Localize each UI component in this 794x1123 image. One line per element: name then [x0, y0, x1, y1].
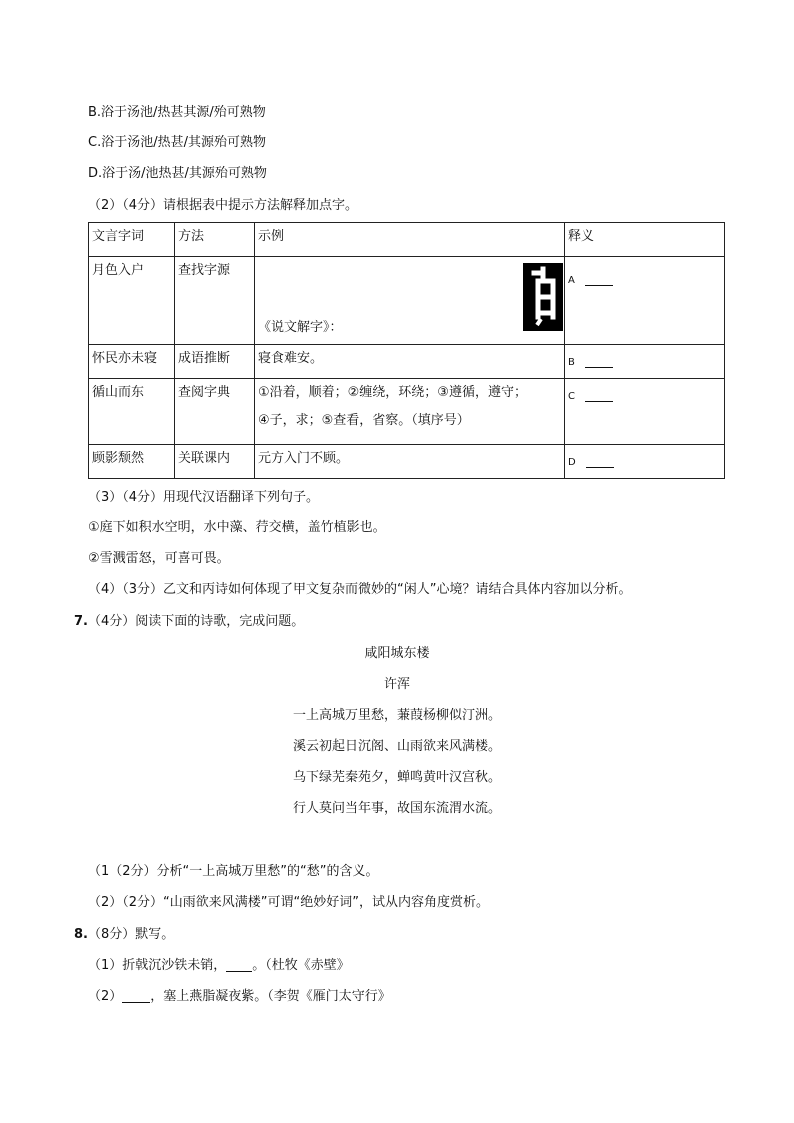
question-7-intro: （4分）阅读下面的诗歌，完成问题。 — [87, 614, 305, 629]
table-row — [89, 445, 725, 479]
question-number: 7. — [74, 614, 88, 629]
recite-item-2-suffix: ，塞上燕脂凝夜紫。（李贺《雁门太守行》 — [150, 989, 391, 1004]
translate-item-2: ②雪溅雷怒，可喜可畏。 — [88, 551, 230, 566]
answer-blank[interactable] — [585, 273, 613, 286]
answer-label: C — [568, 391, 575, 402]
row-answer — [565, 345, 725, 379]
row-word: 怀民亦未寝 — [89, 345, 175, 379]
option-b: B.浴于汤池/热甚其源/殆可熟物 — [88, 105, 266, 120]
recite-item-1-suffix: 。（杜牧《赤壁》 — [252, 958, 350, 973]
row-answer — [565, 445, 725, 479]
table-row — [89, 345, 725, 379]
poem-line-2: 溪云初起日沉阁、山雨欲来风满楼。 — [292, 739, 501, 754]
row-word: 顾影颓然 — [89, 445, 175, 479]
row-example: 寝食难安。 — [255, 345, 565, 379]
poem-line-4: 行人莫问当年事，故国东流渭水流。 — [292, 801, 501, 816]
header-method: 方法 — [175, 223, 255, 257]
shuowen-label: 《说文解字》： — [258, 320, 343, 335]
recite-item-2 — [88, 988, 391, 1006]
poem-title: 咸阳城东楼 — [364, 646, 430, 661]
question-8-heading — [74, 926, 174, 944]
poem-line-3: 乌下绿芜秦苑夕，蝉鸣黄叶汉宫秋。 — [292, 770, 501, 785]
seal-character-icon — [523, 263, 563, 331]
recite-blank-1[interactable] — [226, 959, 252, 972]
row-method: 成语推断 — [175, 345, 255, 379]
recite-item-1 — [88, 957, 350, 975]
dictionary-line-2: ④子，求；⑤查看，省察。（填序号） — [258, 413, 470, 428]
row-word: 循山而东 — [89, 379, 175, 445]
recite-item-2-prefix: （2） — [88, 989, 123, 1004]
question-7-heading — [74, 613, 304, 631]
row-method: 关联课内 — [175, 445, 255, 479]
interpretation-table — [88, 222, 725, 479]
row-answer — [565, 379, 725, 445]
row-word: 月色入户 — [89, 257, 175, 345]
row-answer — [565, 257, 725, 345]
answer-blank[interactable] — [585, 389, 613, 402]
option-d: D.浴于汤/池热甚/其源殆可熟物 — [88, 166, 267, 181]
seal-script-image — [523, 263, 563, 331]
row-example — [255, 257, 565, 345]
header-example: 示例 — [255, 223, 565, 257]
answer-blank[interactable] — [585, 355, 613, 368]
question-4: （4）（3分）乙文和丙诗如何体现了甲文复杂而微妙的“闲人”心境？请结合具体内容加以分析。 — [88, 582, 632, 597]
header-meaning: 释义 — [565, 223, 725, 257]
row-example: 元方入门不顾。 — [255, 445, 565, 479]
row-method: 查阅字典 — [175, 379, 255, 445]
answer-blank[interactable] — [586, 455, 614, 468]
question-number: 8. — [74, 927, 88, 942]
translate-item-1: ①庭下如积水空明，水中藻、荇交横，盖竹植影也。 — [88, 520, 386, 535]
table-header-row — [89, 223, 725, 257]
question-7-sub-1: （1（2分）分析“一上高城万里愁”的“愁”的含义。 — [88, 864, 379, 879]
table-row — [89, 379, 725, 445]
option-c: C.浴于汤池/热甚/其源殆可熟物 — [88, 135, 266, 150]
answer-label: D — [568, 457, 576, 468]
recite-blank-2[interactable] — [122, 990, 150, 1003]
poem-author: 许浑 — [383, 677, 410, 692]
question-2-intro: （2）（4分）请根据表中提示方法解释加点字。 — [88, 198, 359, 213]
question-7-sub-2: （2）（2分）“山雨欲来风满楼”可谓“绝妙好词”，试从内容角度赏析。 — [88, 895, 489, 910]
table-row — [89, 257, 725, 345]
dictionary-line-1: ①沿着，顺着；②缠绕，环绕；③遵循，遵守； — [258, 385, 527, 400]
answer-label: B — [568, 357, 575, 368]
row-example — [255, 379, 565, 445]
row-method: 查找字源 — [175, 257, 255, 345]
header-word: 文言字词 — [89, 223, 175, 257]
question-8-intro: （8分）默写。 — [87, 927, 175, 942]
poem-line-1: 一上高城万里愁，蒹葭杨柳似汀洲。 — [292, 708, 501, 723]
answer-label: A — [568, 275, 575, 286]
recite-item-1-prefix: （1）折戟沉沙铁未销， — [88, 958, 227, 973]
question-3-intro: （3）（4分）用现代汉语翻译下列句子。 — [88, 490, 320, 505]
